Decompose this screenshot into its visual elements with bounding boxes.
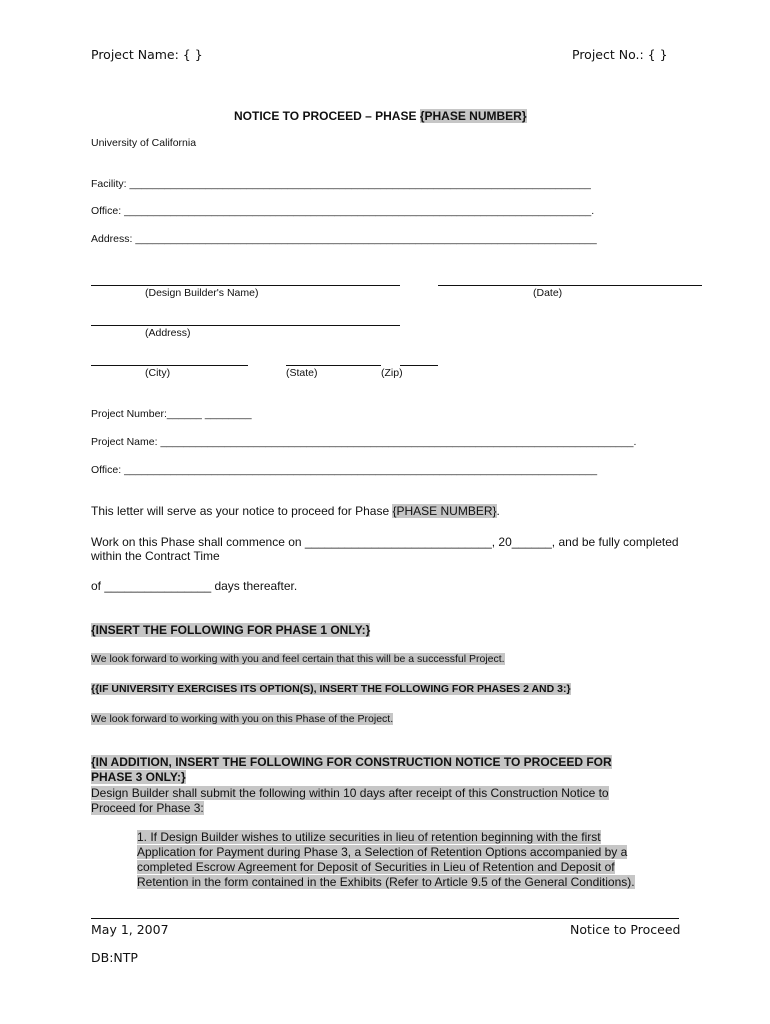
phase23-text: We look forward to working with you on this Phase of the Project. bbox=[91, 713, 394, 725]
address-line bbox=[91, 325, 400, 326]
state-line bbox=[286, 365, 381, 366]
work-commence-line2: within the Contract Time bbox=[91, 549, 220, 563]
title-phase-placeholder: {PHASE NUMBER} bbox=[419, 109, 527, 123]
notice-phase-placeholder: {PHASE NUMBER} bbox=[392, 504, 497, 518]
phase1-heading: {INSERT THE FOLLOWING FOR PHASE 1 ONLY:} bbox=[91, 623, 371, 637]
state-label: (State) bbox=[286, 367, 318, 379]
project-name-header: Project Name: { } bbox=[91, 47, 203, 62]
phase3-item-line4: Retention in the form contained in the Exhibits (Refer to Article 9.5 of the General Conditions). bbox=[137, 875, 635, 889]
phase23-heading: {{IF UNIVERSITY EXERCISES ITS OPTION(S), INSERT THE FOLLOWING FOR PHASES 2 AND 3:} bbox=[91, 683, 571, 695]
project-no-header: Project No.: { } bbox=[572, 47, 668, 62]
university-name: University of California bbox=[91, 137, 197, 149]
notice-suffix: . bbox=[496, 504, 500, 518]
facility-field: Facility: _______________________________________________________________________________ bbox=[91, 178, 591, 190]
zip-line bbox=[400, 365, 438, 366]
footer-rule bbox=[91, 918, 679, 919]
date-line bbox=[438, 285, 702, 286]
address-field: Address: _______________________________________________________________________________ bbox=[91, 233, 597, 245]
zip-label: (Zip) bbox=[381, 367, 403, 379]
work-commence-line1: Work on this Phase shall commence on ____________________________, 20______, and be fully completed bbox=[91, 535, 679, 549]
footer-doc-title: Notice to Proceed bbox=[570, 922, 681, 937]
notice-prefix: This letter will serve as your notice to proceed for Phase bbox=[91, 504, 393, 518]
city-line bbox=[91, 365, 248, 366]
phase3-item-line1: 1. If Design Builder wishes to utilize securities in lieu of retention beginning with the first bbox=[137, 830, 601, 844]
phase3-item-line3: completed Escrow Agreement for Deposit of Securities in Lieu of Retention and Deposit of bbox=[137, 860, 615, 874]
date-label: (Date) bbox=[533, 287, 563, 299]
footer-date: May 1, 2007 bbox=[91, 922, 169, 937]
phase3-text-line1: Design Builder shall submit the following within 10 days after receipt of this Construction Notice to bbox=[91, 786, 609, 800]
notice-sentence bbox=[91, 504, 500, 518]
phase3-text-line2: Proceed for Phase 3: bbox=[91, 801, 204, 815]
phase3-item-line2: Application for Payment during Phase 3, a Selection of Retention Options accompanied by a bbox=[137, 845, 628, 859]
phase3-heading-line1: {IN ADDITION, INSERT THE FOLLOWING FOR CONSTRUCTION NOTICE TO PROCEED FOR bbox=[91, 755, 612, 769]
document-title bbox=[234, 109, 527, 123]
project-name-field: Project Name: _________________________________________________________________________________. bbox=[91, 436, 637, 448]
days-thereafter-line: of ________________ days thereafter. bbox=[91, 579, 298, 593]
phase1-text: We look forward to working with you and feel certain that this will be a successful Project. bbox=[91, 653, 505, 665]
footer-code: DB:NTP bbox=[91, 950, 138, 965]
project-office-field: Office: _________________________________________________________________________________ bbox=[91, 464, 598, 476]
city-label: (City) bbox=[145, 367, 171, 379]
address-label: (Address) bbox=[145, 327, 191, 339]
builder-name-line bbox=[91, 285, 400, 286]
title-prefix: NOTICE TO PROCEED – PHASE bbox=[234, 109, 420, 123]
phase3-heading-line2: PHASE 3 ONLY:} bbox=[91, 770, 186, 784]
project-number-field: Project Number:______ ________ bbox=[91, 408, 252, 420]
builder-name-label: (Design Builder's Name) bbox=[145, 287, 259, 299]
office-field: Office: ________________________________________________________________________________. bbox=[91, 205, 595, 217]
